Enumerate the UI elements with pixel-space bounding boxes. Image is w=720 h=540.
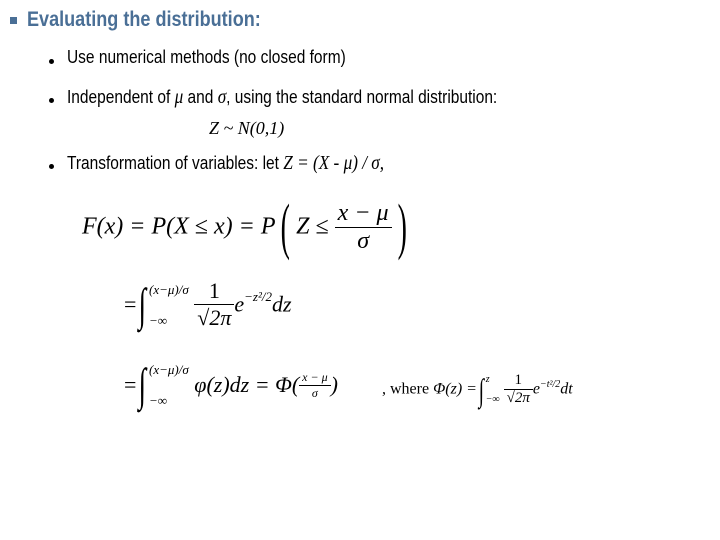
dz-1: dz <box>272 291 292 317</box>
limits-3 <box>486 375 500 405</box>
numerator-one-1: 1 <box>208 278 220 303</box>
phi-fraction <box>299 370 330 401</box>
phi-close: ) <box>330 372 338 397</box>
cdf-formula <box>82 193 412 261</box>
norm-fraction-3 <box>504 372 533 407</box>
bullet-3 <box>67 152 384 175</box>
exp-base-3: e <box>532 380 540 398</box>
phi-def-lhs: Φ(z) = <box>433 380 477 398</box>
dt: dt <box>560 380 573 398</box>
heading: Evaluating the distribution: <box>27 8 261 31</box>
limits-2 <box>149 363 189 407</box>
left-paren: ( <box>281 193 291 261</box>
upper-limit-2: (x−μ)/σ <box>149 362 189 377</box>
integral-line-2 <box>124 359 338 410</box>
upper-limit-1: (x−μ)/σ <box>149 281 189 297</box>
sqrt-2pi-3: 2π <box>514 390 530 406</box>
lower-limit-1: −∞ <box>149 312 168 328</box>
cdf-lhs: F(x) = P(X ≤ x) = P <box>82 213 276 240</box>
sqrt-2pi-1: 2π <box>209 305 232 330</box>
bullet-2-pre: Independent of <box>67 87 175 107</box>
eq-sign-1: = <box>124 291 137 317</box>
right-paren: ) <box>397 193 407 261</box>
bullet-2 <box>67 86 497 109</box>
phi-definition <box>382 372 573 407</box>
sqrt-sign-1: √ <box>197 305 210 330</box>
sigma-symbol: σ <box>217 86 227 108</box>
cdf-numerator: x − μ <box>337 199 389 226</box>
denominator-3 <box>504 389 533 407</box>
transform-equation: Z = (X - μ) / σ, <box>283 152 385 174</box>
integral-sign-2: ∫ <box>138 359 147 410</box>
bullet-dot-1 <box>49 59 54 64</box>
mu-symbol: μ <box>174 86 184 108</box>
exp-power-1: −z²/2 <box>244 289 272 305</box>
exp-power-3: −t²/2 <box>539 378 561 390</box>
integral-sign-1: ∫ <box>138 278 147 330</box>
upper-limit-3: z <box>485 373 490 385</box>
cdf-denominator: σ <box>335 227 392 255</box>
integral-line-1 <box>124 278 292 331</box>
phi-integrand: φ(z)dz = Φ( <box>194 372 300 397</box>
where-text: , where <box>382 380 430 398</box>
bullet-2-and: and <box>183 87 218 107</box>
bullet-3-pre: Transformation of variables: let <box>67 153 284 173</box>
bullet-dot-3 <box>49 164 54 169</box>
bullet-dot-2 <box>49 98 54 103</box>
denominator-1 <box>194 304 234 331</box>
numerator-one-3: 1 <box>514 372 522 388</box>
bullet-2-post: , using the standard normal distribution: <box>226 87 498 107</box>
lower-limit-2: −∞ <box>149 393 168 408</box>
lower-limit-3: −∞ <box>485 393 500 405</box>
eq-sign-2: = <box>124 372 137 397</box>
cdf-fraction <box>335 200 392 255</box>
phi-numerator: x − μ <box>302 369 328 384</box>
limits-1 <box>149 283 189 327</box>
phi-denominator: σ <box>299 385 330 401</box>
bullet-1: Use numerical methods (no closed form) <box>67 47 346 67</box>
exp-base-1: e <box>234 291 245 317</box>
cdf-z: Z ≤ <box>296 213 329 240</box>
sqrt-sign-3: √ <box>506 390 515 406</box>
integral-sign-3: ∫ <box>478 371 484 408</box>
heading-bullet <box>10 17 17 24</box>
std-normal-formula: Z ~ N(0,1) <box>209 118 285 138</box>
norm-fraction-1 <box>194 278 234 331</box>
